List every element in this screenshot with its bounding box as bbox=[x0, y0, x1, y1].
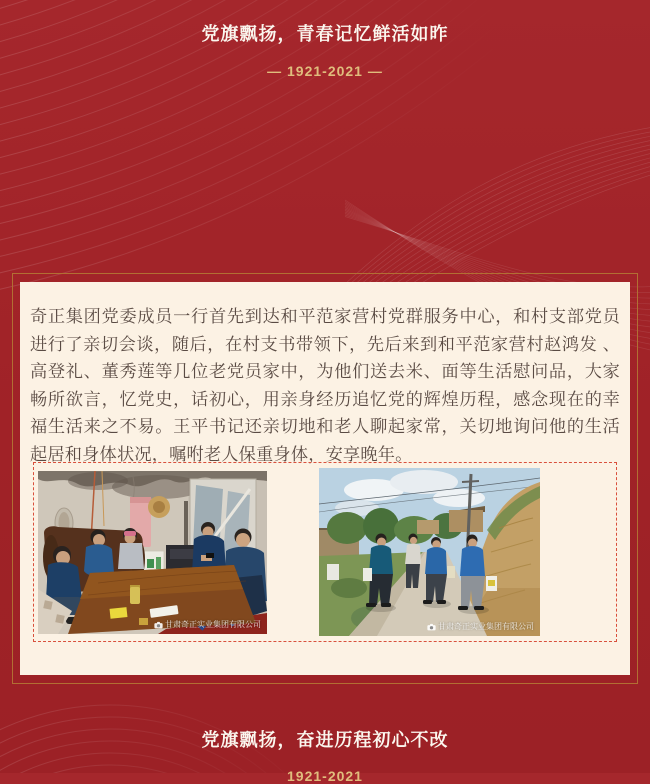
footer-title: 党旗飘扬，奋进历程初心不改 bbox=[201, 730, 449, 750]
anniversary-years-bottom: 1921-2021 bbox=[287, 768, 363, 784]
anniversary-years-top: — 1921-2021 — bbox=[267, 63, 383, 79]
photo-indoor-illustration bbox=[38, 471, 267, 634]
photo-outdoor-walk[interactable] bbox=[319, 468, 540, 636]
page-title: 党旗飘扬，青春记忆鲜活如昨 bbox=[201, 24, 449, 44]
photo-watermark-text: 甘肃奇正实业集团有限公司 bbox=[438, 622, 534, 631]
photo-outdoor-illustration bbox=[319, 468, 540, 636]
camera-icon bbox=[154, 621, 163, 629]
photo-watermark bbox=[154, 621, 261, 629]
photo-watermark bbox=[427, 623, 534, 631]
photo-watermark-text: 甘肃奇正实业集团有限公司 bbox=[165, 619, 261, 629]
photo-indoor-visit[interactable] bbox=[38, 471, 267, 634]
article-card bbox=[20, 282, 630, 675]
photo-gallery bbox=[33, 462, 617, 642]
page-footer bbox=[0, 726, 650, 784]
article-paragraph: 奇正集团党委成员一行首先到达和平范家营村党群服务中心，和村支部党员进行了亲切会谈，随后，在村支书带领下，先后来到和平范家营村赵鸿发 、高登礼、董秀莲等几位老党员家中，为他们送去米、面等生活慰问品，大家畅所欲言，忆党史，话初心，用亲身经历追忆党的辉煌历程，感念现在的幸福生活来之不易。王平书记还亲切地和老人聊起家常，关切地询问他的生活起居和身体状况，嘱咐老人保重身体，安享晚年。 bbox=[30, 306, 620, 464]
camera-icon bbox=[427, 623, 436, 631]
page-header bbox=[0, 20, 650, 79]
content-frame bbox=[12, 273, 638, 684]
